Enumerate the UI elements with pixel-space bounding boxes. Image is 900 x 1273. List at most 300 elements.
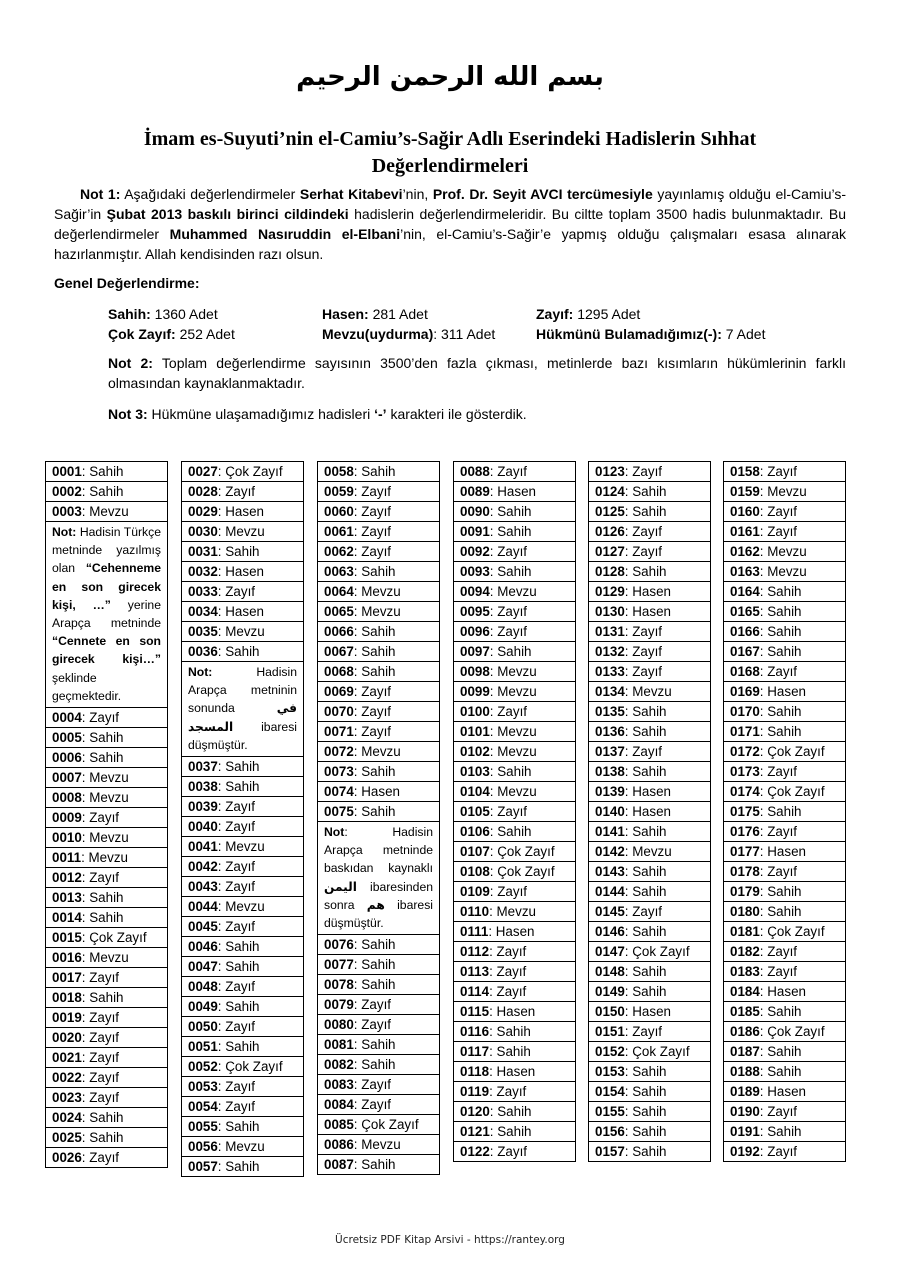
hadith-grade: Mevzu [361, 744, 401, 759]
separator: : [759, 764, 768, 779]
hadith-grading-columns [45, 461, 851, 1217]
hadith-grade: Zayıf [767, 824, 798, 839]
hadith-grade: Sahih [767, 804, 802, 819]
hadith-entry [453, 801, 576, 822]
hadith-number: 0187 [730, 1044, 760, 1059]
hadith-entry [588, 1141, 711, 1162]
hadith-number: 0080 [324, 1017, 354, 1033]
hadith-number: 0111 [460, 924, 489, 939]
hadith-number: 0191 [730, 1124, 760, 1139]
hadith-number: 0062 [324, 544, 354, 559]
hadith-number: 0162 [730, 544, 760, 559]
hadith-grade: Zayıf [225, 1099, 256, 1115]
hadith-number: 0041 [188, 839, 218, 855]
hadith-grade: Çok Zayıf [225, 1059, 283, 1075]
note-1-bold: Serhat Kitabevi [299, 186, 403, 202]
hadith-grade: Sahih [632, 884, 667, 899]
hadith-entry [453, 501, 576, 522]
hadith-number: 0018 [52, 990, 82, 1006]
hadith-number: 0139 [595, 784, 625, 799]
separator: : [81, 1110, 90, 1126]
hadith-grade: Sahih [361, 804, 396, 819]
hadith-entry [453, 661, 576, 682]
hadith-grade: Zayıf [361, 504, 392, 519]
hadith-entry [317, 541, 440, 562]
note-1-bold: Şubat 2013 baskılı birinci cildindeki [106, 206, 349, 222]
hadith-grade: Zayıf [361, 724, 392, 739]
separator: : [489, 764, 498, 779]
separator: : [353, 1077, 362, 1093]
hadith-grade: Sahih [225, 939, 260, 955]
separator: : [353, 1057, 362, 1073]
hadith-grade: Sahih [89, 750, 124, 766]
hadith-entry [317, 481, 440, 502]
hadith-number: 0050 [188, 1019, 218, 1035]
separator: : [624, 784, 633, 799]
note-3-paragraph [108, 404, 846, 424]
hadith-entry [453, 861, 576, 882]
hadith-grade: Zayıf [767, 504, 798, 519]
separator: : [81, 870, 90, 886]
hadith-entry [453, 1141, 576, 1162]
arabic-phrase: هم [366, 897, 385, 912]
hadith-grade: Sahih [361, 977, 396, 993]
separator: : [489, 1064, 497, 1079]
hadith-grade: Zayıf [767, 944, 798, 959]
hadith-grade: Sahih [496, 1024, 531, 1039]
hadith-grade: Hasen [767, 984, 806, 999]
hadith-number: 0108 [460, 864, 490, 879]
hadith-number: 0112 [460, 944, 490, 959]
hadith-number: 0173 [730, 764, 760, 779]
separator: : [81, 970, 90, 986]
hadith-number: 0130 [595, 604, 625, 619]
hadith-entry [181, 756, 304, 777]
hadith-number: 0058 [324, 464, 354, 479]
hadith-grade: Hasen [496, 1004, 536, 1019]
hadith-entry [181, 581, 304, 602]
hadith-number: 0192 [730, 1144, 760, 1159]
hadith-entry [453, 741, 576, 762]
hadith-number: 0082 [324, 1057, 354, 1073]
hadith-entry [723, 1001, 846, 1022]
hadith-grade: Mevzu [496, 904, 536, 919]
separator: : [217, 584, 226, 599]
stat-value: : 311 Adet [433, 326, 496, 342]
hadith-entry [588, 681, 711, 702]
hadith-number: 0036 [188, 644, 218, 659]
separator: : [353, 1037, 362, 1053]
hadith-number: 0032 [188, 564, 218, 579]
hadith-number: 0009 [52, 810, 82, 826]
hadith-number: 0144 [595, 884, 625, 899]
hadith-grade: Zayıf [89, 870, 120, 886]
separator: : [353, 957, 362, 973]
hadith-number: 0160 [730, 504, 760, 519]
hadith-entry [181, 541, 304, 562]
separator: : [353, 804, 362, 819]
hadith-entry [588, 621, 711, 642]
hadith-entry [588, 641, 711, 662]
separator: : [217, 959, 226, 975]
hadith-entry [45, 501, 168, 522]
separator: : [759, 844, 768, 859]
hadith-grade: Zayıf [497, 804, 528, 819]
hadith-number: 0101 [460, 724, 490, 739]
hadith-grade: Sahih [225, 759, 260, 775]
hadith-number: 0033 [188, 584, 218, 599]
hadith-number: 0055 [188, 1119, 218, 1135]
separator: : [217, 464, 226, 479]
hadith-entry [588, 1061, 711, 1082]
separator: : [489, 1024, 497, 1039]
hadith-grade: Mevzu [632, 844, 672, 859]
hadith-number: 0116 [460, 1024, 490, 1039]
separator: : [217, 1159, 226, 1175]
note-text: ibaresi düşmüştür. [188, 719, 297, 752]
note-text: “Cennete en son girecek kişi…” [52, 634, 161, 667]
hadith-entry [588, 1001, 711, 1022]
hadith-entry [723, 961, 846, 982]
hadith-entry [317, 1074, 440, 1095]
hadith-grade: Hasen [495, 924, 535, 939]
hadith-number: 0089 [460, 484, 490, 499]
separator: : [81, 790, 90, 806]
separator: : [353, 1157, 362, 1173]
stat-value: 252 Adet [175, 326, 235, 342]
hadith-entry [181, 501, 304, 522]
separator: : [217, 1019, 226, 1035]
hadith-entry [453, 1021, 576, 1042]
hadith-number: 0132 [595, 644, 625, 659]
hadith-entry [45, 967, 168, 988]
separator: : [353, 584, 362, 599]
hadith-number: 0022 [52, 1070, 82, 1086]
hadith-entry [723, 741, 846, 762]
separator: : [759, 824, 768, 839]
note-text: “Cehenneme en son girecek kişi, …” [52, 561, 161, 612]
hadith-entry [181, 936, 304, 957]
stat-label: Zayıf: [536, 306, 574, 322]
arabic-phrase: في المسجد [188, 701, 297, 734]
hadith-grade: Sahih [361, 1037, 396, 1053]
separator: : [759, 544, 768, 559]
separator: : [353, 564, 362, 579]
hadith-number: 0065 [324, 604, 354, 619]
hadith-entry [588, 1101, 711, 1122]
hadith-entry [588, 1021, 711, 1042]
hadith-entry [588, 1081, 711, 1102]
note-3-text: karakteri ile gösterdik. [386, 406, 527, 422]
hadith-number: 0124 [595, 484, 625, 499]
hadith-entry [317, 801, 440, 822]
hadith-entry [723, 541, 846, 562]
hadith-entry [453, 621, 576, 642]
hadith-grade: Mevzu [361, 584, 401, 599]
hadith-grade: Mevzu [89, 504, 129, 519]
hadith-number: 0165 [730, 604, 760, 619]
separator: : [81, 770, 90, 786]
hadith-number: 0189 [730, 1084, 760, 1099]
stat-label: Mevzu(uydurma) [322, 326, 434, 342]
separator: : [624, 824, 633, 839]
hadith-grade: Mevzu [497, 784, 537, 799]
hadith-number: 0075 [324, 804, 354, 819]
hadith-number: 0057 [188, 1159, 218, 1175]
separator: : [489, 584, 498, 599]
separator: : [489, 864, 498, 879]
hadith-number: 0093 [460, 564, 490, 579]
hadith-number: 0045 [188, 919, 218, 935]
hadith-grade: Zayıf [767, 664, 798, 679]
hadith-number: 0023 [52, 1090, 82, 1106]
separator: : [353, 1017, 362, 1033]
hadith-entry [588, 801, 711, 822]
hadith-number: 0073 [324, 764, 354, 779]
hadith-entry [317, 701, 440, 722]
separator: : [217, 999, 226, 1015]
hadith-entry [45, 727, 168, 748]
hadith-grade: Zayıf [89, 1070, 120, 1086]
separator: : [624, 664, 633, 679]
hadith-grade: Zayıf [767, 764, 798, 779]
hadith-number: 0135 [595, 704, 625, 719]
hadith-entry [588, 701, 711, 722]
hadith-grade: Zayıf [496, 944, 527, 959]
hadith-grade: Zayıf [767, 964, 798, 979]
separator: : [81, 1130, 90, 1146]
grading-column [723, 461, 846, 1162]
hadith-entry [453, 781, 576, 802]
hadith-number: 0148 [595, 964, 625, 979]
hadith-grade: Zayıf [767, 864, 798, 879]
hadith-grade: Sahih [497, 644, 532, 659]
separator: : [759, 1024, 768, 1039]
separator: : [759, 504, 768, 519]
separator: : [759, 984, 768, 999]
hadith-grade: Mevzu [497, 664, 537, 679]
separator: : [353, 684, 362, 699]
separator: : [81, 1150, 90, 1166]
hadith-grade: Zayıf [497, 544, 528, 559]
hadith-grade: Hasen [225, 564, 264, 579]
note-3-symbol: ‘-’ [374, 406, 387, 422]
hadith-number: 0013 [52, 890, 82, 906]
hadith-number: 0047 [188, 959, 218, 975]
stat-value: 1295 Adet [573, 306, 641, 322]
hadith-entry [588, 721, 711, 742]
hadith-number: 0174 [730, 784, 760, 799]
hadith-entry [181, 956, 304, 977]
stat-label: Hasen: [322, 306, 369, 322]
hadith-entry [723, 581, 846, 602]
hadith-grade: Mevzu [767, 564, 807, 579]
hadith-number: 0097 [460, 644, 490, 659]
hadith-grade: Zayıf [225, 799, 256, 815]
page-title [90, 126, 810, 180]
hadith-grade: Mevzu [632, 684, 672, 699]
separator: : [624, 844, 633, 859]
hadith-entry [588, 881, 711, 902]
hadith-number: 0113 [460, 964, 490, 979]
hadith-grade: Zayıf [89, 710, 120, 726]
stat-zayif [536, 304, 836, 324]
hadith-number: 0034 [188, 604, 218, 619]
hadith-entry [723, 501, 846, 522]
hadith-number: 0003 [52, 504, 82, 519]
hadith-number: 0180 [730, 904, 760, 919]
hadith-grade: Zayıf [361, 484, 392, 499]
hadith-number: 0054 [188, 1099, 218, 1115]
hadith-grade: Sahih [361, 564, 396, 579]
hadith-entry [453, 1081, 576, 1102]
hadith-grade: Sahih [89, 730, 124, 746]
hadith-grade: Zayıf [767, 1144, 798, 1159]
hadith-entry [181, 481, 304, 502]
hadith-number: 0164 [730, 584, 760, 599]
hadith-entry [317, 1114, 440, 1135]
hadith-grade: Zayıf [632, 624, 663, 639]
separator: : [759, 484, 768, 499]
note-1-text: yayınlamış olduğu el-Camiu’s-Sağir’in [54, 186, 846, 222]
separator: : [217, 564, 226, 579]
hadith-number: 0091 [460, 524, 490, 539]
separator: : [81, 484, 90, 499]
hadith-number: 0088 [460, 464, 490, 479]
hadith-grade: Sahih [767, 584, 802, 599]
hadith-grade: Sahih [361, 464, 396, 479]
hadith-grade: Sahih [89, 910, 124, 926]
hadith-number: 0122 [460, 1144, 490, 1159]
hadith-number: 0028 [188, 484, 218, 499]
hadith-entry [453, 461, 576, 482]
separator: : [624, 884, 633, 899]
hadith-entry [317, 521, 440, 542]
hadith-grade: Çok Zayıf [632, 944, 690, 959]
hadith-number: 0103 [460, 764, 490, 779]
hadith-grade: Hasen [632, 584, 671, 599]
separator: : [81, 950, 90, 966]
hadith-number: 0149 [595, 984, 625, 999]
hadith-grade: Zayıf [361, 544, 392, 559]
hadith-number: 0069 [324, 684, 354, 699]
note-text: şeklinde geçmektedir. [52, 670, 122, 703]
separator: : [489, 964, 497, 979]
hadith-number: 0056 [188, 1139, 218, 1155]
hadith-grade: Zayıf [225, 584, 256, 599]
hadith-grade: Sahih [632, 764, 667, 779]
hadith-entry [181, 461, 304, 482]
hadith-entry [45, 847, 168, 868]
hadith-entry [588, 741, 711, 762]
note-text: ibaresi düşmüştür. [324, 897, 433, 931]
hadith-number: 0121 [460, 1124, 490, 1139]
hadith-grade: Sahih [497, 524, 532, 539]
hadith-grade: Hasen [496, 1064, 536, 1079]
hadith-number: 0154 [595, 1084, 625, 1099]
hadith-entry [453, 1041, 576, 1062]
separator: : [759, 944, 768, 959]
hadith-number: 0014 [52, 910, 82, 926]
hadith-entry [317, 1134, 440, 1155]
hadith-entry [181, 976, 304, 997]
separator: : [81, 890, 90, 906]
hadith-entry [588, 521, 711, 542]
hadith-entry [723, 561, 846, 582]
separator: : [624, 464, 633, 479]
hadith-grade: Sahih [632, 504, 667, 519]
separator: : [624, 1024, 633, 1039]
separator: : [81, 830, 90, 846]
hadith-grade: Zayıf [361, 1017, 392, 1033]
hadith-entry [45, 767, 168, 788]
hadith-number: 0060 [324, 504, 354, 519]
hadith-grade: Mevzu [89, 770, 129, 786]
hadith-number: 0156 [595, 1124, 625, 1139]
separator: : [217, 604, 226, 619]
hadith-grade: Mevzu [361, 1137, 401, 1153]
hadith-number: 0128 [595, 564, 625, 579]
separator: : [759, 1124, 768, 1139]
hadith-entry [45, 927, 168, 948]
hadith-number: 0129 [595, 584, 625, 599]
separator: : [759, 904, 768, 919]
separator: : [759, 644, 768, 659]
hadith-entry [181, 561, 304, 582]
hadith-number: 0064 [324, 584, 354, 599]
hadith-number: 0039 [188, 799, 218, 815]
stat-label: Hükmünü Bulamadığımız(-): [536, 326, 722, 342]
separator: : [81, 930, 90, 946]
separator: : [624, 1104, 633, 1119]
hadith-grade: Sahih [225, 1039, 260, 1055]
hadith-entry [45, 1107, 168, 1128]
hadith-entry [723, 901, 846, 922]
hadith-entry [181, 1076, 304, 1097]
hadith-entry [181, 776, 304, 797]
separator: : [217, 624, 226, 639]
hadith-grade: Mevzu [225, 524, 265, 539]
hadith-grade: Zayıf [225, 819, 256, 835]
hadith-entry [317, 641, 440, 662]
hadith-entry [453, 821, 576, 842]
hadith-number: 0037 [188, 759, 218, 775]
hadith-number: 0096 [460, 624, 490, 639]
hadith-number: 0170 [730, 704, 760, 719]
stat-label: Sahih: [108, 306, 151, 322]
hadith-grade: Zayıf [225, 1019, 256, 1035]
hadith-grade: Sahih [89, 464, 124, 479]
separator: : [217, 779, 226, 795]
separator: : [624, 1044, 633, 1059]
separator: : [217, 839, 226, 855]
separator: : [759, 784, 768, 799]
hadith-entry [453, 881, 576, 902]
hadith-number: 0049 [188, 999, 218, 1015]
separator: : [489, 784, 498, 799]
hadith-grade: Sahih [767, 904, 802, 919]
hadith-grade: Mevzu [497, 744, 537, 759]
separator: : [759, 664, 768, 679]
hadith-number: 0081 [324, 1037, 354, 1053]
hadith-grade: Sahih [89, 990, 124, 1006]
hadith-entry [588, 1041, 711, 1062]
hadith-entry [723, 621, 846, 642]
hadith-number: 0083 [324, 1077, 354, 1093]
separator: : [81, 910, 90, 926]
hadith-grade: Sahih [89, 1130, 124, 1146]
separator: : [489, 484, 498, 499]
